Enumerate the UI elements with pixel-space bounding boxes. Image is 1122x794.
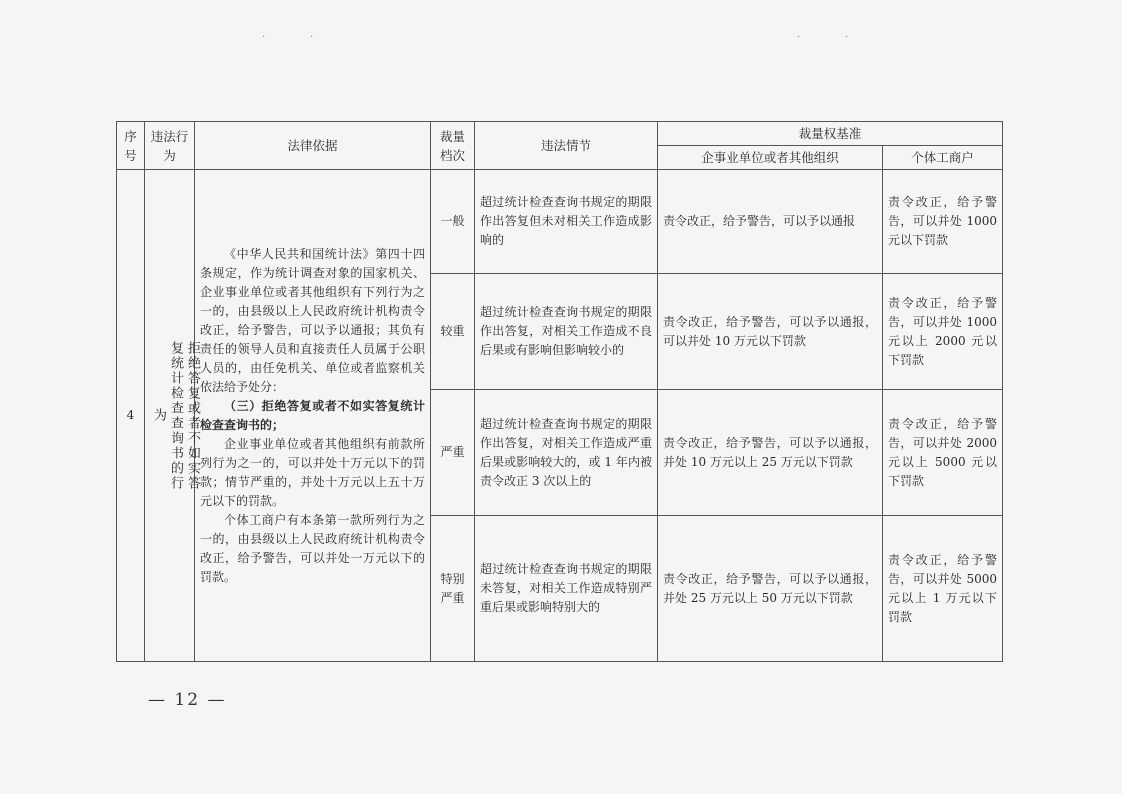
header-circumstances: 违法情节 bbox=[475, 122, 658, 170]
header-basis: 法律依据 bbox=[195, 122, 431, 170]
circumstance-general: 超过统计检查查询书规定的期限作出答复但未对相关工作造成影响的 bbox=[475, 170, 658, 274]
legal-basis-para: 企业事业单位或者其他组织有前款所列行为之一的，可以并处十万元以下的罚款；情节严重的，并处十万元以上五十万元以下的罚款。 bbox=[200, 436, 425, 508]
header-level: 裁量档次 bbox=[431, 122, 475, 170]
org-penalty-severe: 责令改正，给予警告，可以予以通报，并处 10 万元以上 25 万元以下罚款 bbox=[658, 390, 883, 516]
legal-basis-para: 《中华人民共和国统计法》第四十四条规定，作为统计调查对象的国家机关、企业事业单位或者其他组织有下列行为之一的，由县级以上人民政府统计机构责令改正，给予警告，可以予以通报；其负有责任的领导人员和直接责任人员属于公职人员的，由任免机关、单位或者监察机关依法给予处分： bbox=[200, 246, 425, 394]
legal-basis-item: （三）拒绝答复或者不如实答复统计检查查询书的； bbox=[200, 398, 425, 432]
scan-speck: · bbox=[262, 32, 266, 43]
discretion-benchmark-table bbox=[116, 121, 1003, 662]
row-act-cell bbox=[145, 170, 200, 662]
ind-penalty-serious: 责令改正，给予警告，可以并处 1000 元以上 2000 元以下罚款 bbox=[883, 274, 1003, 390]
header-act: 违法行为 bbox=[145, 122, 195, 170]
scan-speck: · bbox=[310, 32, 314, 43]
level-serious: 较重 bbox=[431, 274, 475, 390]
circumstance-especially-severe: 超过统计检查查询书规定的期限未答复，对相关工作造成特别严重后果或影响特别大的 bbox=[475, 516, 658, 662]
circumstance-severe: 超过统计检查查询书规定的期限作出答复，对相关工作造成严重后果或影响较大的，或 1 年内被责令改正 3 次以上的 bbox=[475, 390, 658, 516]
level-general: 一般 bbox=[431, 170, 475, 274]
ind-penalty-especially-severe: 责令改正，给予警告，可以并处 5000 元以上 1 万元以下罚款 bbox=[883, 516, 1003, 662]
header-individual: 个体工商户 bbox=[883, 146, 1003, 170]
scan-speck: · bbox=[845, 32, 849, 43]
org-penalty-general: 责令改正，给予警告，可以予以通报 bbox=[658, 170, 883, 274]
org-penalty-especially-severe: 责令改正，给予警告，可以予以通报，并处 25 万元以上 50 万元以下罚款 bbox=[658, 516, 883, 662]
header-org: 企事业单位或者其他组织 bbox=[658, 146, 883, 170]
table-row bbox=[117, 170, 1003, 274]
ind-penalty-general: 责令改正，给予警告，可以并处 1000 元以下罚款 bbox=[883, 170, 1003, 274]
row-act: 拒绝答复或者不如实答复统计检查查询书的行为 bbox=[151, 340, 200, 491]
header-benchmark: 裁量权基准 bbox=[658, 122, 1003, 146]
page-number: — 12 — bbox=[148, 690, 227, 710]
level-severe: 严重 bbox=[431, 390, 475, 516]
legal-basis-para: 个体工商户有本条第一款所列行为之一的，由县级以上人民政府统计机构责令改正，给予警告，可以并处一万元以下的罚款。 bbox=[200, 512, 425, 584]
row-seq: 4 bbox=[117, 170, 145, 662]
header-seq: 序号 bbox=[117, 122, 145, 170]
level-especially-severe: 特别严重 bbox=[431, 516, 475, 662]
legal-basis bbox=[195, 170, 431, 662]
circumstance-serious: 超过统计检查查询书规定的期限作出答复，对相关工作造成不良后果或有影响但影响较小的 bbox=[475, 274, 658, 390]
ind-penalty-severe: 责令改正，给予警告，可以并处 2000 元以上 5000 元以下罚款 bbox=[883, 390, 1003, 516]
scan-speck: · bbox=[797, 32, 801, 43]
org-penalty-serious: 责令改正，给予警告，可以予以通报，可以并处 10 万元以下罚款 bbox=[658, 274, 883, 390]
